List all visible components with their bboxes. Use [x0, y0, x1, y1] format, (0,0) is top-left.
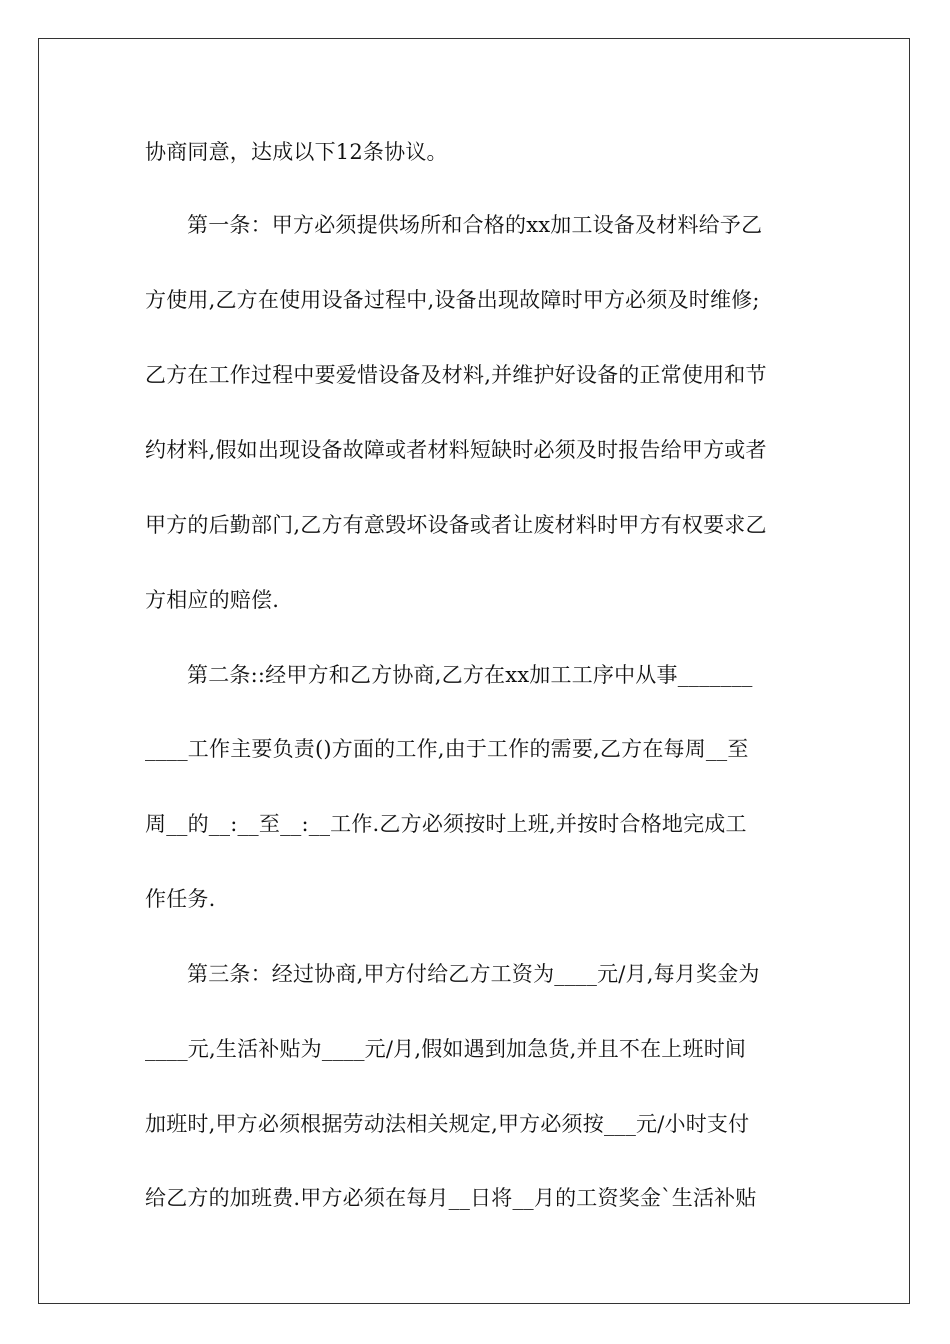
article-1-heading-line: 第一条：甲方必须提供场所和合格的xx加工设备及材料给予乙 [187, 213, 763, 237]
text-line: 约材料,假如出现设备故障或者材料短缺时必须及时报告给甲方或者 [145, 438, 767, 462]
text-line: 给乙方的加班费.甲方必须在每月__日将__月的工资奖金`生活补贴 [145, 1186, 757, 1210]
article-3-heading-line: 第三条：经过协商,甲方付给乙方工资为____元/月,每月奖金为 [187, 962, 760, 986]
article-2-heading-line: 第二条::经甲方和乙方协商,乙方在xx加工工序中从事_______ [187, 663, 753, 687]
text-line: 协商同意，达成以下12条协议。 [145, 140, 448, 164]
text-line: 方使用,乙方在使用设备过程中,设备出现故障时甲方必须及时维修; [145, 288, 760, 312]
text-line: 加班时,甲方必须根据劳动法相关规定,甲方必须按___元/小时支付 [145, 1112, 750, 1136]
text-line: 乙方在工作过程中要爱惜设备及材料,并维护好设备的正常使用和节 [145, 363, 767, 387]
text-line: ____元,生活补贴为____元/月,假如遇到加急货,并且不在上班时间 [145, 1037, 747, 1061]
text-line: 甲方的后勤部门,乙方有意毁坏设备或者让废材料时甲方有权要求乙 [145, 513, 767, 537]
text-line: ____工作主要负责()方面的工作,由于工作的需要,乙方在每周__至 [145, 737, 749, 761]
text-line: 作任务. [145, 887, 216, 911]
text-line: 周__的__:__至__:__工作.乙方必须按时上班,并按时合格地完成工 [145, 812, 747, 836]
text-line: 方相应的赔偿. [145, 588, 280, 612]
